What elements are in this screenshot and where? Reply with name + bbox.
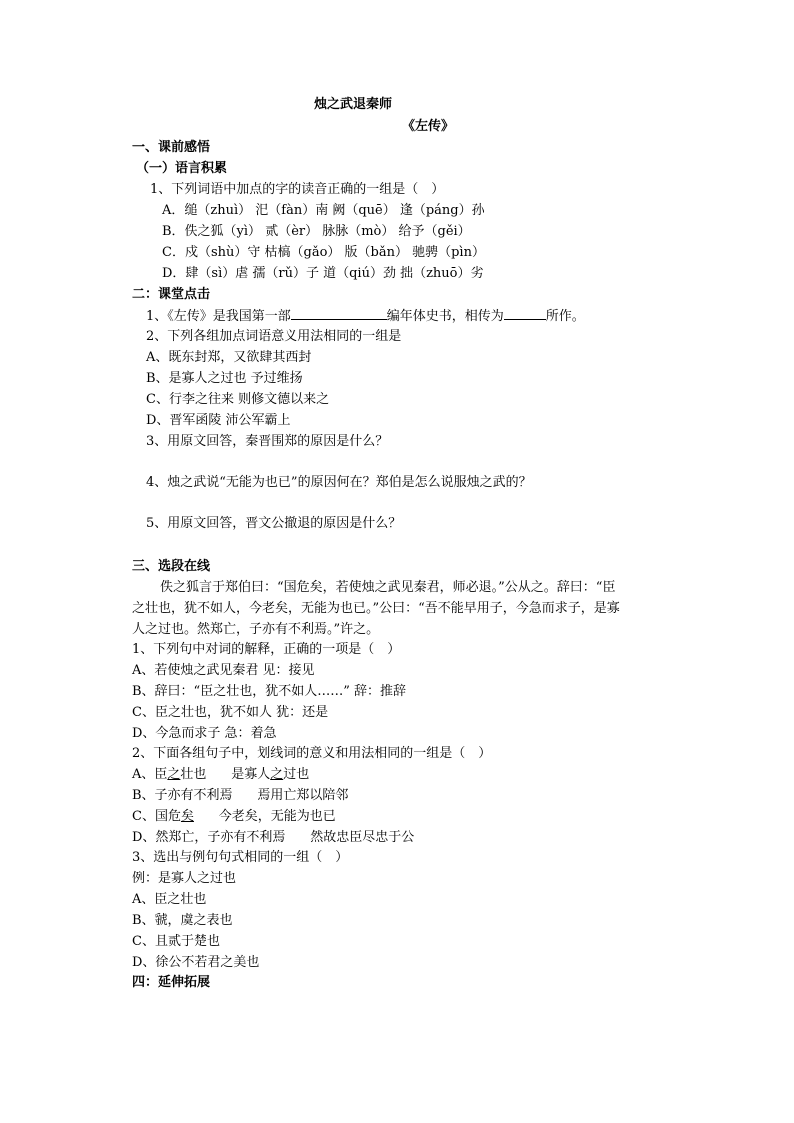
option-text: 壮也 是寡人: [180, 767, 271, 782]
s2-q2-stem: 2、下列各组加点词语意义用法相同的一组是: [146, 329, 402, 344]
answer-blank[interactable]: [291, 306, 387, 320]
s2-q5: 5、用原文回答，晋文公撤退的原因是什么？: [146, 516, 402, 531]
section-4-heading: 四：延伸拓展: [132, 975, 211, 990]
s1-q1-option-b: B．佚之狐（yì） 贰（èr） 脉脉（mò） 给予（gěi）: [162, 224, 471, 239]
section-3-heading: 三、选段在线: [132, 559, 211, 574]
passage-line-1: 佚之狐言于郑伯曰：“国危矣，若使烛之武见秦君，师必退。”公从之。辞曰：“臣: [160, 580, 616, 595]
section-1-subheading: （一）语言积累: [136, 161, 228, 176]
s2-q2-option-a: A、既东封郑，又欲肆其西封: [146, 350, 312, 365]
s1-q1-option-a: A．缒（zhuì） 汜（fàn）南 阙（quē） 逢（páng）孙: [162, 203, 485, 218]
s2-q2-option-d: D、晋军函陵 沛公军霸上: [146, 413, 291, 428]
option-text: 今老矣，无能为也已: [193, 809, 336, 824]
section-2-heading: 二：课堂点击: [132, 287, 211, 302]
s3-q2-option-b: B、子亦有不利焉 焉用亡郑以陪邻: [132, 788, 349, 803]
s2-q4: 4、烛之武说“无能为也已”的原因何在？郑伯是怎么说服烛之武的？: [146, 475, 532, 490]
s2-q1-part-a: 1、《左传》是我国第一部: [146, 309, 291, 324]
s1-q1-stem: 1、下列词语中加点的字的读音正确的一组是（ ）: [150, 182, 445, 197]
doc-source: 《左传》: [402, 119, 455, 134]
s2-q2-option-c: C、行李之往来 则修文德以来之: [146, 392, 330, 407]
s3-q1-option-d: D、今急而求子 急：着急: [132, 726, 277, 741]
s3-q1-option-a: A、若使烛之武见秦君 见：接见: [132, 663, 315, 678]
s2-q3: 3、用原文回答，秦晋围郑的原因是什么？: [146, 434, 389, 449]
underlined-word: 之: [167, 767, 181, 782]
s3-q2-option-c: [132, 807, 336, 827]
passage-line-3: 人之过也。然郑亡，子亦有不利焉。”许之。: [132, 622, 380, 637]
s3-q3-option-b: B、虢，虞之表也: [132, 913, 233, 928]
s2-q1-part-b: 编年体史书，相传为: [386, 309, 504, 324]
doc-title: 烛之武退秦师: [314, 97, 393, 112]
s3-q3-option-d: D、徐公不若君之美也: [132, 955, 260, 970]
underlined-word: 矣: [180, 809, 194, 824]
s2-q1: [146, 306, 585, 327]
s3-q2-option-a: [132, 765, 309, 785]
s3-q2-option-d: D、然郑亡，子亦有不利焉 然故忠臣尽忠于公: [132, 830, 415, 845]
s3-q3-stem: 3、选出与例句句式相同的一组（ ）: [132, 850, 349, 865]
s3-q3-option-a: A、臣之壮也: [132, 892, 207, 907]
s3-q1-stem: 1、下列句中对词的解释，正确的一项是（ ）: [132, 642, 401, 657]
option-text: 过也: [283, 767, 310, 782]
option-text: C、国危: [132, 809, 181, 824]
section-1-heading: 一、课前感悟: [132, 140, 211, 155]
s1-q1-option-c: C．戍（shù）守 枯槁（gǎo） 版（bǎn） 驰骋（pìn）: [162, 245, 485, 260]
s1-q1-option-d: D．肆（sì）虐 孺（rǔ）子 道（qiú）劲 拙（zhuō）劣: [162, 266, 484, 281]
s3-q1-option-c: C、臣之壮也，犹不如人 犹：还是: [132, 705, 329, 720]
s2-q2-option-b: B、是寡人之过也 予过维扬: [146, 371, 303, 386]
underlined-word: 之: [270, 767, 284, 782]
answer-blank[interactable]: [504, 306, 546, 320]
passage-line-2: 之壮也，犹不如人，今老矣，无能为也已。”公曰：“吾不能早用子，今急而求子，是寡: [132, 601, 620, 616]
option-text: A、臣: [132, 767, 168, 782]
s2-q1-part-c: 所作。: [545, 309, 585, 324]
s3-q3-example: 例：是寡人之过也: [132, 871, 237, 886]
s3-q2-stem: 2、下面各组句子中，划线词的意义和用法相同的一组是（ ）: [132, 746, 492, 761]
s3-q3-option-c: C、且贰于楚也: [132, 934, 220, 949]
s3-q1-option-b: B、辞曰：“臣之壮也，犹不如人……” 辞：推辞: [132, 684, 406, 699]
